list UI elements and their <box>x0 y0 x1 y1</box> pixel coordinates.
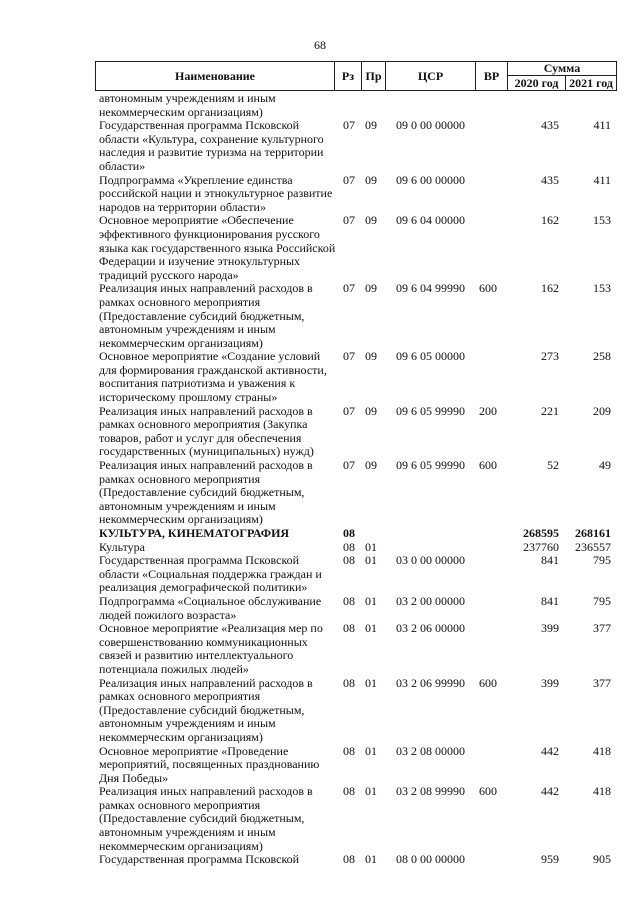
table-row <box>95 785 617 853</box>
row-y2021: 153 <box>593 213 611 228</box>
row-y2021: 795 <box>593 553 611 568</box>
table-row <box>95 853 617 867</box>
row-y2021: 418 <box>593 743 611 758</box>
row-rz: 08 <box>343 621 355 636</box>
header-pr: Пр <box>361 62 385 90</box>
row-name: Реализация иных направлений расходов в рамках основного мероприятия (Предоставление субсидий бюджетным, автономным учреждениям и иным некоммерческим организациям) <box>99 784 313 853</box>
row-rz: 07 <box>343 403 355 418</box>
row-csr: 09 6 04 99990 <box>396 281 465 296</box>
row-vr: 600 <box>479 458 497 473</box>
row-rz: 08 <box>343 784 355 799</box>
row-pr: 09 <box>365 172 377 187</box>
row-y2020: 841 <box>541 553 559 568</box>
row-pr: 01 <box>365 852 377 867</box>
row-pr: 09 <box>365 281 377 296</box>
header-rz: Рз <box>334 62 361 90</box>
table-row <box>95 282 617 350</box>
row-pr: 01 <box>365 539 377 554</box>
table-row <box>95 174 617 215</box>
row-y2020: 162 <box>541 213 559 228</box>
table-row <box>95 92 617 119</box>
row-y2021: 49 <box>599 458 611 473</box>
row-y2021: 209 <box>593 403 611 418</box>
header-sum: Сумма <box>507 62 617 76</box>
row-rz: 08 <box>343 526 355 540</box>
row-y2021: 418 <box>593 784 611 799</box>
row-name: Культура <box>99 539 145 554</box>
row-name: Реализация иных направлений расходов в рамках основного мероприятия (Предоставление субсидий бюджетным, автономным учреждениям и иным некоммерческим организациям) <box>99 281 313 350</box>
table-row <box>95 554 617 595</box>
row-rz: 08 <box>343 743 355 758</box>
row-rz: 08 <box>343 593 355 608</box>
row-y2021: 153 <box>593 281 611 296</box>
table-row <box>95 677 617 745</box>
row-y2021: 268161 <box>575 526 611 540</box>
row-rz: 07 <box>343 281 355 296</box>
row-pr: 01 <box>365 675 377 690</box>
row-rz: 08 <box>343 675 355 690</box>
row-rz: 07 <box>343 213 355 228</box>
row-pr: 09 <box>365 349 377 364</box>
row-y2020: 442 <box>541 743 559 758</box>
row-pr: 01 <box>365 784 377 799</box>
row-name: Государственная программа Псковской области «Культура, сохранение культурного наследия и развитие туризма на территории области» <box>99 118 324 173</box>
header-name: Наименование <box>95 62 334 90</box>
row-csr: 09 0 00 00000 <box>396 118 465 133</box>
row-pr: 09 <box>365 403 377 418</box>
row-y2021: 377 <box>593 675 611 690</box>
row-csr: 09 6 05 99990 <box>396 403 465 418</box>
row-y2020: 221 <box>541 403 559 418</box>
table-header <box>95 61 617 91</box>
row-name: Основное мероприятие «Создание условий для формирования гражданской активности, воспитания патриотизма и уважения к историческому прошлому страны» <box>99 349 327 405</box>
row-csr: 03 2 08 99990 <box>396 784 465 799</box>
row-y2020: 162 <box>541 281 559 296</box>
row-vr: 600 <box>479 675 497 690</box>
row-csr: 09 6 00 00000 <box>396 172 465 187</box>
row-y2021: 411 <box>593 172 611 187</box>
row-name: Реализация иных направлений расходов в рамках основного мероприятия (Закупка товаров, работ и услуг для обеспечения государственных (муниципальных) нужд) <box>99 403 314 459</box>
row-rz: 07 <box>343 349 355 364</box>
row-y2021: 411 <box>593 118 611 133</box>
row-pr: 09 <box>365 458 377 473</box>
table-row <box>95 527 617 541</box>
row-y2020: 435 <box>541 118 559 133</box>
table-row <box>95 405 617 459</box>
row-pr: 01 <box>365 621 377 636</box>
row-name: Государственная программа Псковской <box>99 852 300 867</box>
row-csr: 08 0 00 00000 <box>396 852 465 867</box>
header-csr: ЦСР <box>385 62 475 90</box>
row-vr: 200 <box>479 403 497 418</box>
table-row <box>95 119 617 173</box>
row-rz: 07 <box>343 118 355 133</box>
row-y2020: 841 <box>541 593 559 608</box>
header-2020: 2020 год <box>507 76 565 90</box>
row-csr: 03 2 06 99990 <box>396 675 465 690</box>
table-row <box>95 622 617 676</box>
table-row <box>95 595 617 622</box>
row-y2020: 959 <box>541 852 559 867</box>
row-name: Подпрограмма «Укрепление единства российской нации и этнокультурное развитие народов на территории области» <box>99 172 333 214</box>
table-row <box>95 459 617 527</box>
row-name: Реализация иных направлений расходов в рамках основного мероприятия (Предоставление субсидий бюджетным, автономным учреждениям и иным некоммерческим организациям) <box>99 675 313 744</box>
row-y2021: 795 <box>593 593 611 608</box>
row-csr: 03 2 06 00000 <box>396 621 465 636</box>
header-vr: ВР <box>475 62 507 90</box>
row-y2021: 236557 <box>575 539 611 554</box>
row-vr: 600 <box>479 784 497 799</box>
row-pr: 01 <box>365 553 377 568</box>
row-y2020: 237760 <box>523 539 559 554</box>
row-y2021: 258 <box>593 349 611 364</box>
table-row <box>95 214 617 282</box>
row-name: КУЛЬТУРА, КИНЕМАТОГРАФИЯ <box>99 526 290 540</box>
row-rz: 08 <box>343 852 355 867</box>
row-rz: 07 <box>343 172 355 187</box>
row-y2020: 273 <box>541 349 559 364</box>
table-row <box>95 541 617 555</box>
row-vr: 600 <box>479 281 497 296</box>
row-pr: 01 <box>365 593 377 608</box>
row-csr: 09 6 05 00000 <box>396 349 465 364</box>
row-name: Основное мероприятие «Проведение мероприятий, посвященных празднованию Дня Победы» <box>99 743 320 785</box>
row-csr: 03 2 08 00000 <box>396 743 465 758</box>
row-y2021: 905 <box>593 852 611 867</box>
row-y2020: 268595 <box>523 526 559 540</box>
header-2021: 2021 год <box>565 76 617 90</box>
row-y2020: 442 <box>541 784 559 799</box>
row-y2020: 399 <box>541 675 559 690</box>
row-name: Реализация иных направлений расходов в рамках основного мероприятия (Предоставление субсидий бюджетным, автономным учреждениям и иным некоммерческим организациям) <box>99 458 313 527</box>
row-csr: 03 0 00 00000 <box>396 553 465 568</box>
row-rz: 08 <box>343 539 355 554</box>
row-name: Государственная программа Псковской области «Социальная поддержка граждан и реализация демографической политики» <box>99 553 322 595</box>
row-rz: 07 <box>343 458 355 473</box>
table-row <box>95 350 617 404</box>
row-csr: 09 6 05 99990 <box>396 458 465 473</box>
row-y2021: 377 <box>593 621 611 636</box>
table-row <box>95 745 617 786</box>
row-pr: 09 <box>365 213 377 228</box>
row-csr: 03 2 00 00000 <box>396 593 465 608</box>
row-pr: 01 <box>365 743 377 758</box>
row-y2020: 399 <box>541 621 559 636</box>
row-y2020: 52 <box>547 458 559 473</box>
row-name: Подпрограмма «Социальное обслуживание людей пожилого возраста» <box>99 593 322 622</box>
row-rz: 08 <box>343 553 355 568</box>
row-csr: 09 6 04 00000 <box>396 213 465 228</box>
table-body <box>95 92 617 867</box>
row-y2020: 435 <box>541 172 559 187</box>
row-name: автономным учреждениям и иным некоммерческим организациям) <box>99 91 276 119</box>
page-number: 68 <box>314 38 326 52</box>
row-pr: 09 <box>365 118 377 133</box>
row-name: Основное мероприятие «Обеспечение эффективного функционирования русского языка как государственного языка Российской Федерации и изучение этнокультурных традиций русского народа» <box>99 213 336 282</box>
row-name: Основное мероприятие «Реализация мер по совершенствованию коммуникационных связей и развитию интеллектуального потенциала пожилых людей» <box>99 621 323 676</box>
